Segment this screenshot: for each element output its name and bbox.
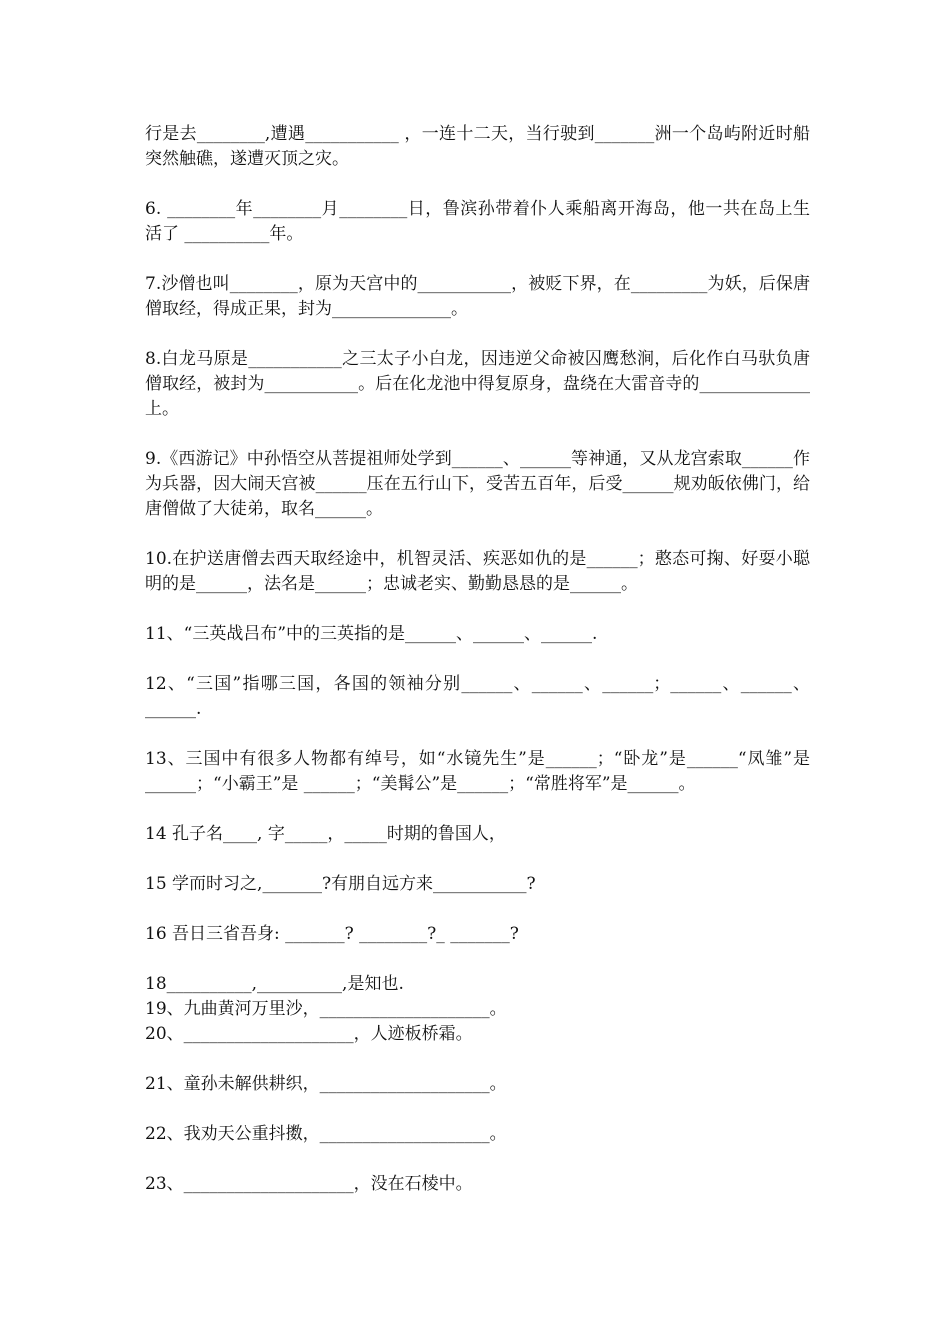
question-10: 10.在护送唐僧去西天取经途中，机智灵活、疾恶如仇的是______；憨态可掬、好耍小聪明的是______，法名是______；忠诚老实、勤勤恳恳的是______。	[145, 549, 810, 594]
question-22: 22、我劝天公重抖擞，____________________。	[145, 1124, 507, 1144]
question-18: 18__________,__________,是知也.	[145, 974, 404, 994]
question-8: 8.白龙马原是___________之三太子小白龙，因违逆父命被囚鹰愁涧，后化作白马驮负唐僧取经，被封为___________。后在化龙池中得复原身，盘绕在大雷音寺的_____________上。	[145, 349, 810, 419]
question-11: 11、“三英战吕布”中的三英指的是______、______、______.	[145, 624, 598, 644]
question-13: 13、三国中有很多人物都有绰号，如“水镜先生”是______；“卧龙”是______“凤雏”是______；“小霸王”是 ______；“美髯公”是______；“常胜将军”是______。	[145, 749, 810, 794]
question-16: 16 吾日三省吾身: _______? ________?_ _______?	[145, 924, 519, 944]
document-page	[145, 122, 810, 1222]
question-15: 15 学而时习之,_______?有朋自远方来___________?	[145, 874, 536, 894]
question-7: 7.沙僧也叫________，原为天宫中的___________，被贬下界，在_________为妖，后保唐僧取经，得成正果，封为______________。	[145, 274, 810, 319]
question-20: 20、____________________，人迹板桥霜。	[145, 1024, 473, 1044]
question-12: 12、“三国”指哪三国，各国的领袖分别______、______、______；______、______、______.	[145, 674, 810, 719]
question-5-continued: 行是去________,遭遇___________ ，一连十二天，当行驶到_______洲一个岛屿附近时船突然触礁，遂遭灭顶之灾。	[145, 124, 810, 169]
question-19: 19、九曲黄河万里沙，____________________。	[145, 999, 507, 1019]
question-21: 21、童孙未解供耕织，____________________。	[145, 1074, 507, 1094]
question-6: 6. ________年________月________日，鲁滨孙带着仆人乘船离开海岛，他一共在岛上生活了 __________年。	[145, 199, 810, 244]
question-23: 23、____________________，没在石棱中。	[145, 1174, 473, 1194]
question-9: 9.《西游记》中孙悟空从菩提祖师处学到______、______等神通，又从龙宫索取______作为兵器，因大闹天宫被______压在五行山下，受苦五百年，后受______规劝皈依佛门，给唐僧做了大徒弟，取名______。	[145, 449, 810, 519]
question-14: 14 孔子名____, 字_____，_____时期的鲁国人，	[145, 824, 506, 844]
